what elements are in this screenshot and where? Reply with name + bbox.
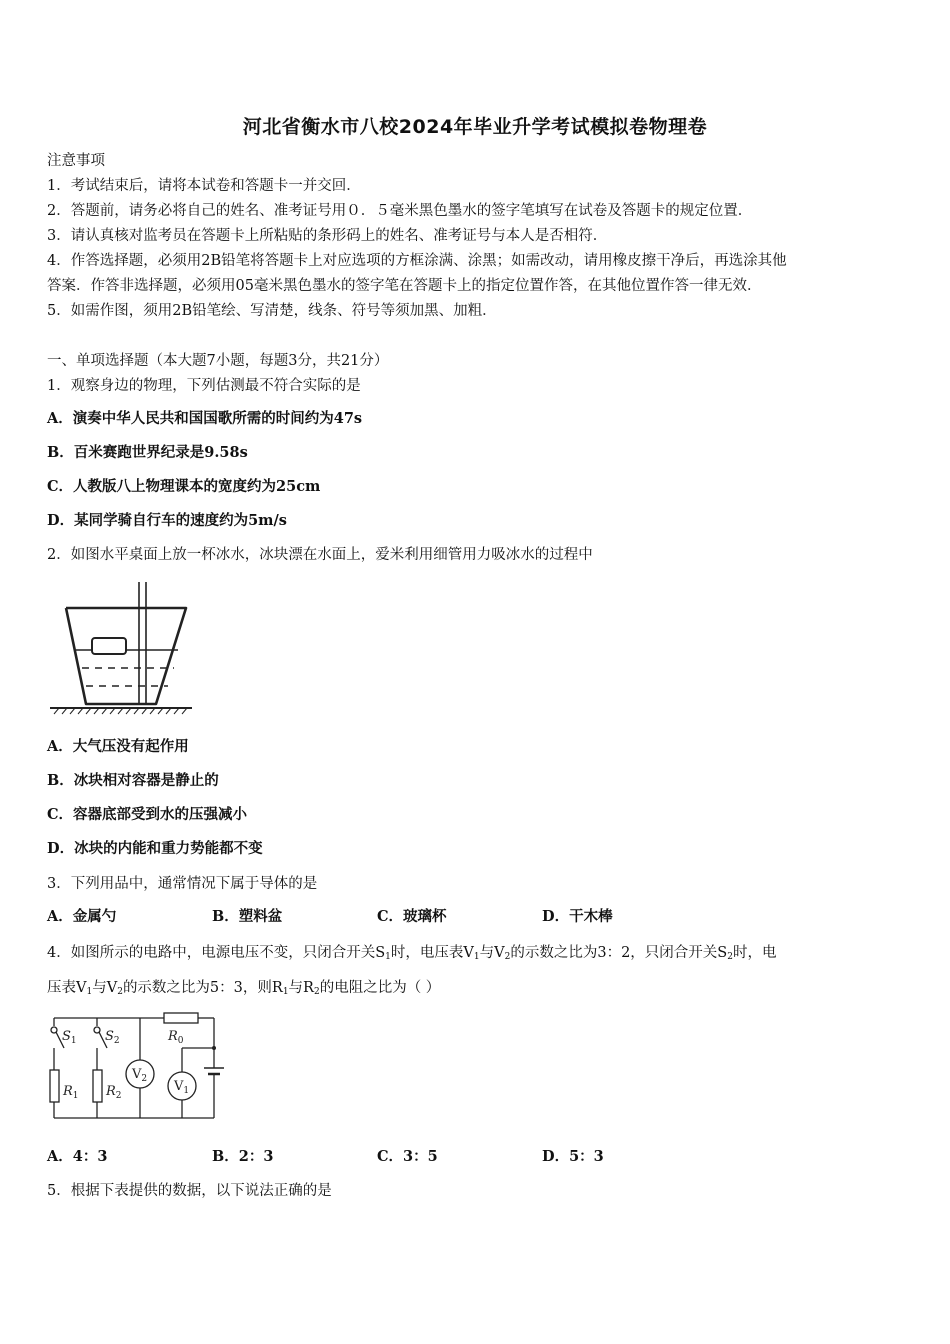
q2-option-c: C．容器底部受到水的压强减小 — [47, 806, 248, 823]
q1-option-d: D．某同学骑自行车的速度约为5m/s — [47, 512, 287, 529]
q4-text: 的电阻之比为（ ） — [319, 980, 441, 996]
q4-text: 4．如图所示的电路中，电源电压不变，只闭合开关S — [47, 945, 386, 961]
label-s1: $S_1$ — [62, 1029, 77, 1046]
notice-item-4-cont: 答案．作答非选择题，必须用05毫米黑色墨水的签字笔在答题卡上的指定位置作答，在其他位置作答一律无效． — [47, 278, 762, 294]
q2-option-b: B．冰块相对容器是静止的 — [47, 772, 219, 789]
q3-stem: 3．下列用品中，通常情况下属于导体的是 — [47, 876, 318, 892]
q1-option-b: B．百米赛跑世界纪录是9.58s — [47, 444, 248, 461]
label-v2: $V_2$ — [132, 1067, 148, 1084]
q4-option-b: B．2：3 — [212, 1148, 274, 1165]
q1-option-a: A．演奏中华人民共和国国歌所需的时间约为47s — [47, 410, 363, 427]
q4-sub: 2 — [313, 987, 320, 997]
q3-option-d: D．干木棒 — [542, 908, 613, 925]
q4-text: 的示数之比为5：3，则R — [122, 980, 283, 996]
q5-stem: 5．根据下表提供的数据，以下说法正确的是 — [47, 1183, 332, 1199]
q4-option-c: C．3：5 — [377, 1148, 438, 1165]
q4-text: 与V — [479, 945, 505, 961]
q4-sub: 1 — [473, 952, 480, 962]
label-s2: $S_2$ — [105, 1029, 120, 1046]
q4-stem-line2 — [47, 978, 440, 1002]
page-title: 河北省衡水市八校2024年毕业升学考试模拟卷物理卷 — [242, 116, 708, 138]
q4-sub: 2 — [117, 987, 123, 997]
q2-stem: 2．如图水平桌面上放一杯冰水，冰块漂在水面上，爱米利用细管用力吸冰水的过程中 — [47, 547, 593, 563]
notice-heading: 注意事项 — [47, 153, 105, 169]
ice-water-cup-figure — [46, 580, 196, 720]
label-r2: $R_2$ — [106, 1084, 122, 1101]
q4-sub: 2 — [727, 952, 733, 962]
section-heading: 一、单项选择题（本大题7小题，每题3分，共21分） — [47, 353, 389, 369]
q4-text: 时，电压表V — [390, 945, 474, 961]
label-r0: $R_0$ — [168, 1029, 184, 1046]
q4-text: 压表V — [47, 980, 87, 996]
q4-option-d: D．5：3 — [542, 1148, 604, 1165]
q3-option-c: C．玻璃杯 — [377, 908, 447, 925]
q2-option-d: D．冰块的内能和重力势能都不变 — [47, 840, 263, 857]
label-v1: $V_1$ — [174, 1079, 190, 1096]
notice-item-4: 4．作答选择题，必须用2B铅笔将答题卡上对应选项的方框涂满、涂黑；如需改动，请用橡皮擦干净后，再选涂其他 — [47, 253, 787, 269]
circuit-figure — [44, 1010, 234, 1125]
q3-option-a: A．金属勺 — [47, 908, 117, 925]
q1-stem: 1．观察身边的物理，下列估测最不符合实际的是 — [47, 378, 361, 394]
q4-sub: 1 — [86, 987, 93, 997]
q1-option-c: C．人教版八上物理课本的宽度约为25cm — [47, 478, 321, 495]
q2-option-a: A．大气压没有起作用 — [47, 738, 189, 755]
q4-text: 时，电 — [732, 945, 777, 961]
q4-sub: 2 — [504, 952, 511, 962]
q4-sub: 1 — [385, 952, 391, 962]
notice-item-2: 2．答题前，请务必将自己的姓名、准考证号用０．５毫米黑色墨水的签字笔填写在试卷及答题卡的规定位置． — [47, 203, 753, 219]
q4-text: 的示数之比为3：2，只闭合开关S — [510, 945, 728, 961]
notice-item-3: 3．请认真核对监考员在答题卡上所粘贴的条形码上的姓名、准考证号与本人是否相符． — [47, 228, 608, 244]
q4-text: 与V — [92, 980, 118, 996]
q4-stem-line1 — [47, 943, 776, 967]
q3-option-b: B．塑料盆 — [212, 908, 283, 925]
notice-item-1: 1．考试结束后，请将本试卷和答题卡一并交回． — [47, 178, 361, 194]
q4-option-a: A．4：3 — [47, 1148, 108, 1165]
q4-text: 与R — [288, 980, 314, 996]
label-r1: $R_1$ — [63, 1084, 79, 1101]
notice-item-5: 5．如需作图，须用2B铅笔绘、写清楚，线条、符号等须加黑、加粗． — [47, 303, 497, 319]
q4-sub: 1 — [282, 987, 289, 997]
